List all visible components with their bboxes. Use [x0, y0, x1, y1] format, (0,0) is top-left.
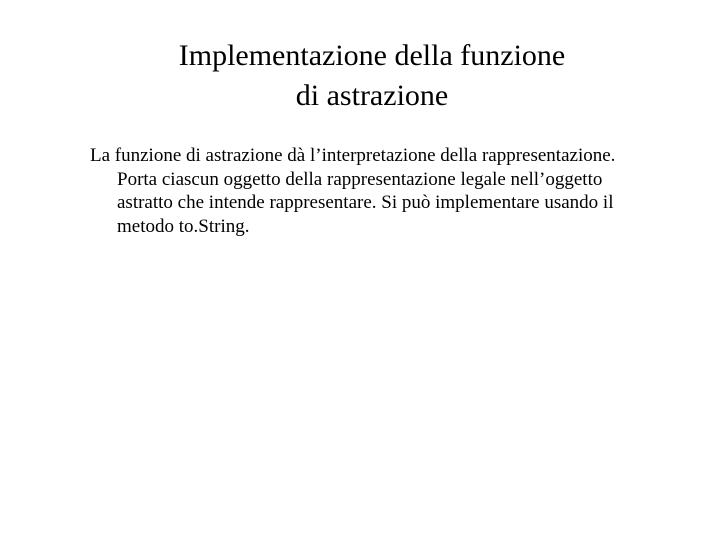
- slide-title-line: Implementazione della funzione: [178, 39, 566, 72]
- slide-body-paragraph: [90, 144, 670, 238]
- slide-title-line: di astrazione: [295, 79, 449, 112]
- body-line: La funzione di astrazione dà l’interpretazione della rappresentazione.: [90, 145, 616, 166]
- body-line: Porta ciascun oggetto della rappresentazione legale nell’oggetto: [117, 168, 603, 190]
- slide-title: [60, 36, 684, 116]
- body-line: astratto che intende rappresentare. Si può implementare usando il: [117, 192, 614, 213]
- body-line: metodo to.String.: [117, 215, 250, 237]
